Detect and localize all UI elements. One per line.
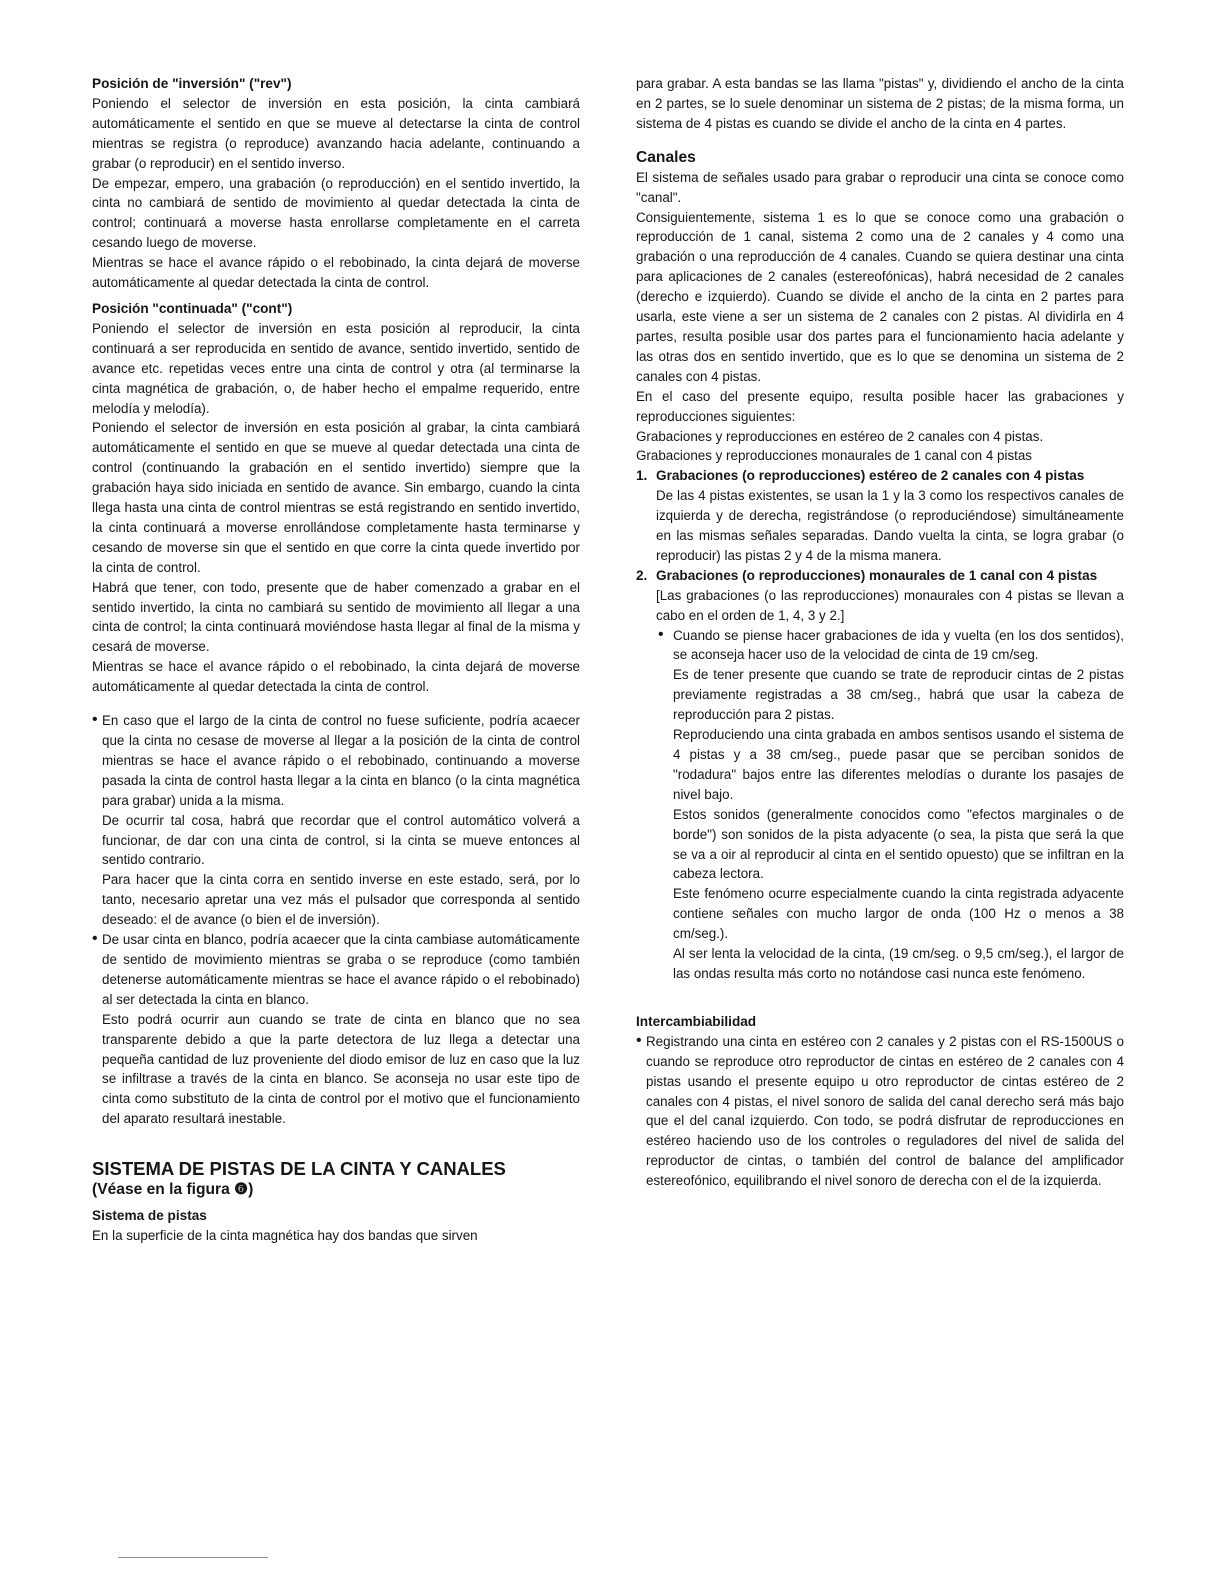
paragraph: Esto podrá ocurrir aun cuando se trate de cinta en blanco que no sea transparente debido a que la parte detectora de luz llega a detectar una pequeña cantidad de luz proveniente del diodo emisor de luz en caso que la luz se infiltrase a través de la cinta en blanco. Se aconseja no usar este tipo de cinta como substituto de la cinta de control por el motivo que el funcionamiento del aparato resultará inestable. — [102, 1011, 580, 1127]
paragraph: Mientras se hace el avance rápido o el rebobinado, la cinta dejará de moverse automáticamente al quedar detectada la cinta de control. — [92, 255, 580, 291]
paragraph: Poniendo el selector de inversión en esta posición al grabar, la cinta cambiará automáticamente el sentido en que se mueve al quedar detectada una cinta de control (continuando la grabación en el sentido invertido) siempre que la grabación haya sido iniciada en sentido de avance. Sin embargo, cuando la cinta llega hasta una cinta de control mientras se está registrando en sentido invertido, la cinta continuará a moverse enrollándose completamente hasta terminarse y cesando de moverse sin que el sentido en que corre la cinta quede invertido por la cinta de control. — [92, 420, 580, 575]
note-item — [92, 711, 580, 930]
bullet-mark: • — [636, 1031, 642, 1049]
paragraph: En el caso del presente equipo, resulta posible hacer las grabaciones y reproducciones siguientes: — [636, 388, 1124, 424]
paragraph: De usar cinta en blanco, podría acaecer que la cinta cambiase automáticamente de sentido de movimiento mientras se graba o se reproduce (como también detenerse automáticamente mientras se hace el avance rápido o el rebobinado) al ser detectada la cinta en blanco. — [102, 932, 580, 1007]
paragraph: Habrá que tener, con todo, presente que de haber comenzado a grabar en el sentido invertido, la cinta no cambiará su sentido de movimiento all llegar a una cinta de control; la cinta continuará moviéndose hasta llegar al final de la misma y cesará de moverse. — [92, 579, 580, 655]
heading-intercambiabilidad: Intercambiabilidad — [636, 1013, 757, 1029]
paragraph: [Las grabaciones (o las reproducciones) monaurales con 4 pistas se llevan a cabo en el orden de 1, 4, 3 y 2.] — [656, 587, 1124, 623]
item-heading: Grabaciones (o reproducciones) monaurales de 1 canal con 4 pistas — [656, 567, 1098, 583]
paragraph: En la superficie de la cinta magnética hay dos bandas que sirven — [92, 1228, 478, 1244]
paragraph: Estos sonidos (generalmente conocidos como "efectos marginales o de borde") son sonidos de la pista adyacente (o sea, la pista que será la que se va a oir al reproducir al cinta en el sentido opuesto) que se infiltran en la cabeza lectora. — [673, 806, 1124, 882]
footer-rule — [118, 1557, 268, 1558]
note-item — [92, 930, 580, 1129]
paragraph: Al ser lenta la velocidad de la cinta, (19 cm/seg. o 9,5 cm/seg.), el largor de las ondas resulta más corto no notándose casi nunca este fenómeno. — [673, 946, 1124, 981]
left-column — [92, 74, 580, 1246]
paragraph: De ocurrir tal cosa, habrá que recordar que el control automático volverá a funcionar, de dar con una cinta de control, si la cinta se mueve entonces al sentido contrario. — [102, 812, 580, 868]
right-column — [636, 74, 1124, 1191]
paragraph: Este fenómeno ocurre especialmente cuando la cinta registrada adyacente contiene señales con mucho largor de onda (100 Hz o menos a 38 cm/seg.). — [673, 886, 1124, 942]
paragraph: El sistema de señales usado para grabar o reproducir una cinta se conoce como "canal". — [636, 169, 1124, 205]
item-number: 2. — [636, 567, 648, 583]
paragraph: Es de tener presente que cuando se trate de reproducir cintas de 2 pistas previamente registradas a 38 cm/seg., habrá que usar la cabeza de reproducción para 2 pistas. — [673, 667, 1124, 723]
item-heading: Grabaciones (o reproducciones) estéreo de 2 canales con 4 pistas — [656, 468, 1085, 484]
sub-note — [636, 626, 1124, 984]
bullet-mark: • — [658, 625, 664, 643]
paragraph: Mientras se hace el avance rápido o el rebobinado, la cinta dejará de moverse automáticamente al quedar detectada la cinta de control. — [92, 659, 580, 695]
paragraph: Poniendo el selector de inversión en esta posición, la cinta cambiará automáticamente el sentido en que se mueve al detectarse la cinta de control mientras se registra (o reproduce) avanzando hacia adelante, continuando a grabar (o reproducir) en el sentido inverso. — [92, 95, 580, 171]
paragraph: De las 4 pistas existentes, se usan la 1 y la 3 como los respectivos canales de izquierda y de derecha, registrándose (o reproduciéndose) simultáneamente en las mismas señales separadas. Dando vuelta la cinta, se logra grabar (o reproducir) las pistas 2 y 4 de la misma manera. — [656, 488, 1124, 563]
paragraph: Grabaciones y reproducciones en estéreo de 2 canales con 4 pistas. — [636, 428, 1044, 444]
paragraph: De empezar, empero, una grabación (o reproducción) en el sentido invertido, la cinta no cambiará de sentido de movimiento al quedar detectada la cinta de control; continuará a moverse hasta enrollarse completamente en el carreta cesando luego de moverse. — [92, 175, 580, 251]
paragraph: Registrando una cinta en estéreo con 2 canales y 2 pistas con el RS-1500US o cuando se reproduce otro reproductor de cintas en estéreo de 2 canales con 4 pistas usando el presente equipo u otro reproductor de cintas estéreo de 2 canales con 4 pistas, el nivel sonoro de salida del canal derecho será más bajo que el del canal izquierdo. Con todo, se podrá disfrutar de reproducciones en estéreo haciendo uso de los controles o reguladores del nivel de salida del reproductor de cintas, o también del control de balance del amplificador estereofónico, equilibrando el nivel sonoro de derecha con el de la izquierda. — [646, 1033, 1124, 1189]
note-item — [636, 1032, 1124, 1191]
heading-rev-position: Posición de "inversión" ("rev") — [92, 76, 292, 91]
bullet-mark: • — [92, 711, 98, 729]
paragraph: Reproduciendo una cinta grabada en ambos sentisos usando el sistema de 4 pistas y a 38 cm/seg., puede pasar que se perciban sonidos de "rodadura" bajos entre las diferentes melodías o durante los pasajes de nivel bajo. — [673, 727, 1124, 802]
numbered-item-1 — [636, 466, 1124, 566]
heading-cont-position: Posición "continuada" ("cont") — [92, 300, 293, 316]
paragraph: Para hacer que la cinta corra en sentido inverse en este estado, será, por lo tanto, necesario apretar una vez más el pulsador que corresponda al sentido deseado: el de avance (o bien el de inversión). — [102, 872, 580, 928]
item-number: 1. — [636, 468, 648, 484]
paragraph: Cuando se piense hacer grabaciones de ida y vuelta (en los dos sentidos), se aconseja hacer uso de la velocidad de cinta de 19 cm/seg. — [673, 627, 1124, 663]
heading-sistema-pistas: Sistema de pistas — [92, 1208, 207, 1224]
section-subtitle: (Véase en la figura ❻) — [92, 1181, 254, 1199]
numbered-item-2 — [636, 566, 1124, 626]
bullet-mark: • — [92, 930, 98, 948]
paragraph: En caso que el largo de la cinta de control no fuese suficiente, podría acaecer que la cinta no cesase de moverse al llegar a la posición de la cinta de control mientras se hace el avance rápido o el rebobinado, continuando a moverse pasada la cinta de control hasta llegar a la cinta en blanco (o la cinta magnética para grabar) unida a la misma. — [102, 713, 580, 808]
paragraph: Consiguientemente, sistema 1 es lo que se conoce como una grabación o reproducción de 1 canal, sistema 2 como una de 2 canales y 4 como una grabación o una reproducción de 4 canales. Cuando se quiera destinar una cinta para aplicaciones de 2 canales (estereofónicas), habrá necesidad de 2 canales (derecho e izquierdo). Cuando se divide el ancho de la cinta en 2 partes para usarla, este viene a ser un sistema de 2 canales con 2 pistas. Al dividirla en 4 partes, resulta posible usar dos partes para el funcionamiento hacia adelante y las otras dos en sentido invertido, que es lo que se denomina un sistema de 2 canales con 4 pistas. — [636, 209, 1124, 384]
section-title: SISTEMA DE PISTAS DE LA CINTA Y CANALES — [92, 1158, 506, 1180]
paragraph: Grabaciones y reproducciones monaurales de 1 canal con 4 pistas — [636, 448, 1032, 464]
paragraph: para grabar. A esta bandas se las llama "pistas" y, dividiendo el ancho de la cinta en 2 partes, se lo suele denominar un sistema de 2 pistas; de la misma forma, un sistema de 4 pistas es cuando se divide el ancho de la cinta en 4 partes. — [636, 76, 1124, 131]
paragraph: Poniendo el selector de inversión en esta posición al reproducir, la cinta continuará a ser reproducida en sentido de avance, sentido invertido, sentido de avance etc. repetidas veces entre una cinta de control y otra (al terminarse la cinta magnética de grabación, o, de haber hecho el empalme requerido, entre melodía y melodía). — [92, 320, 580, 416]
heading-canales: Canales — [636, 148, 696, 166]
